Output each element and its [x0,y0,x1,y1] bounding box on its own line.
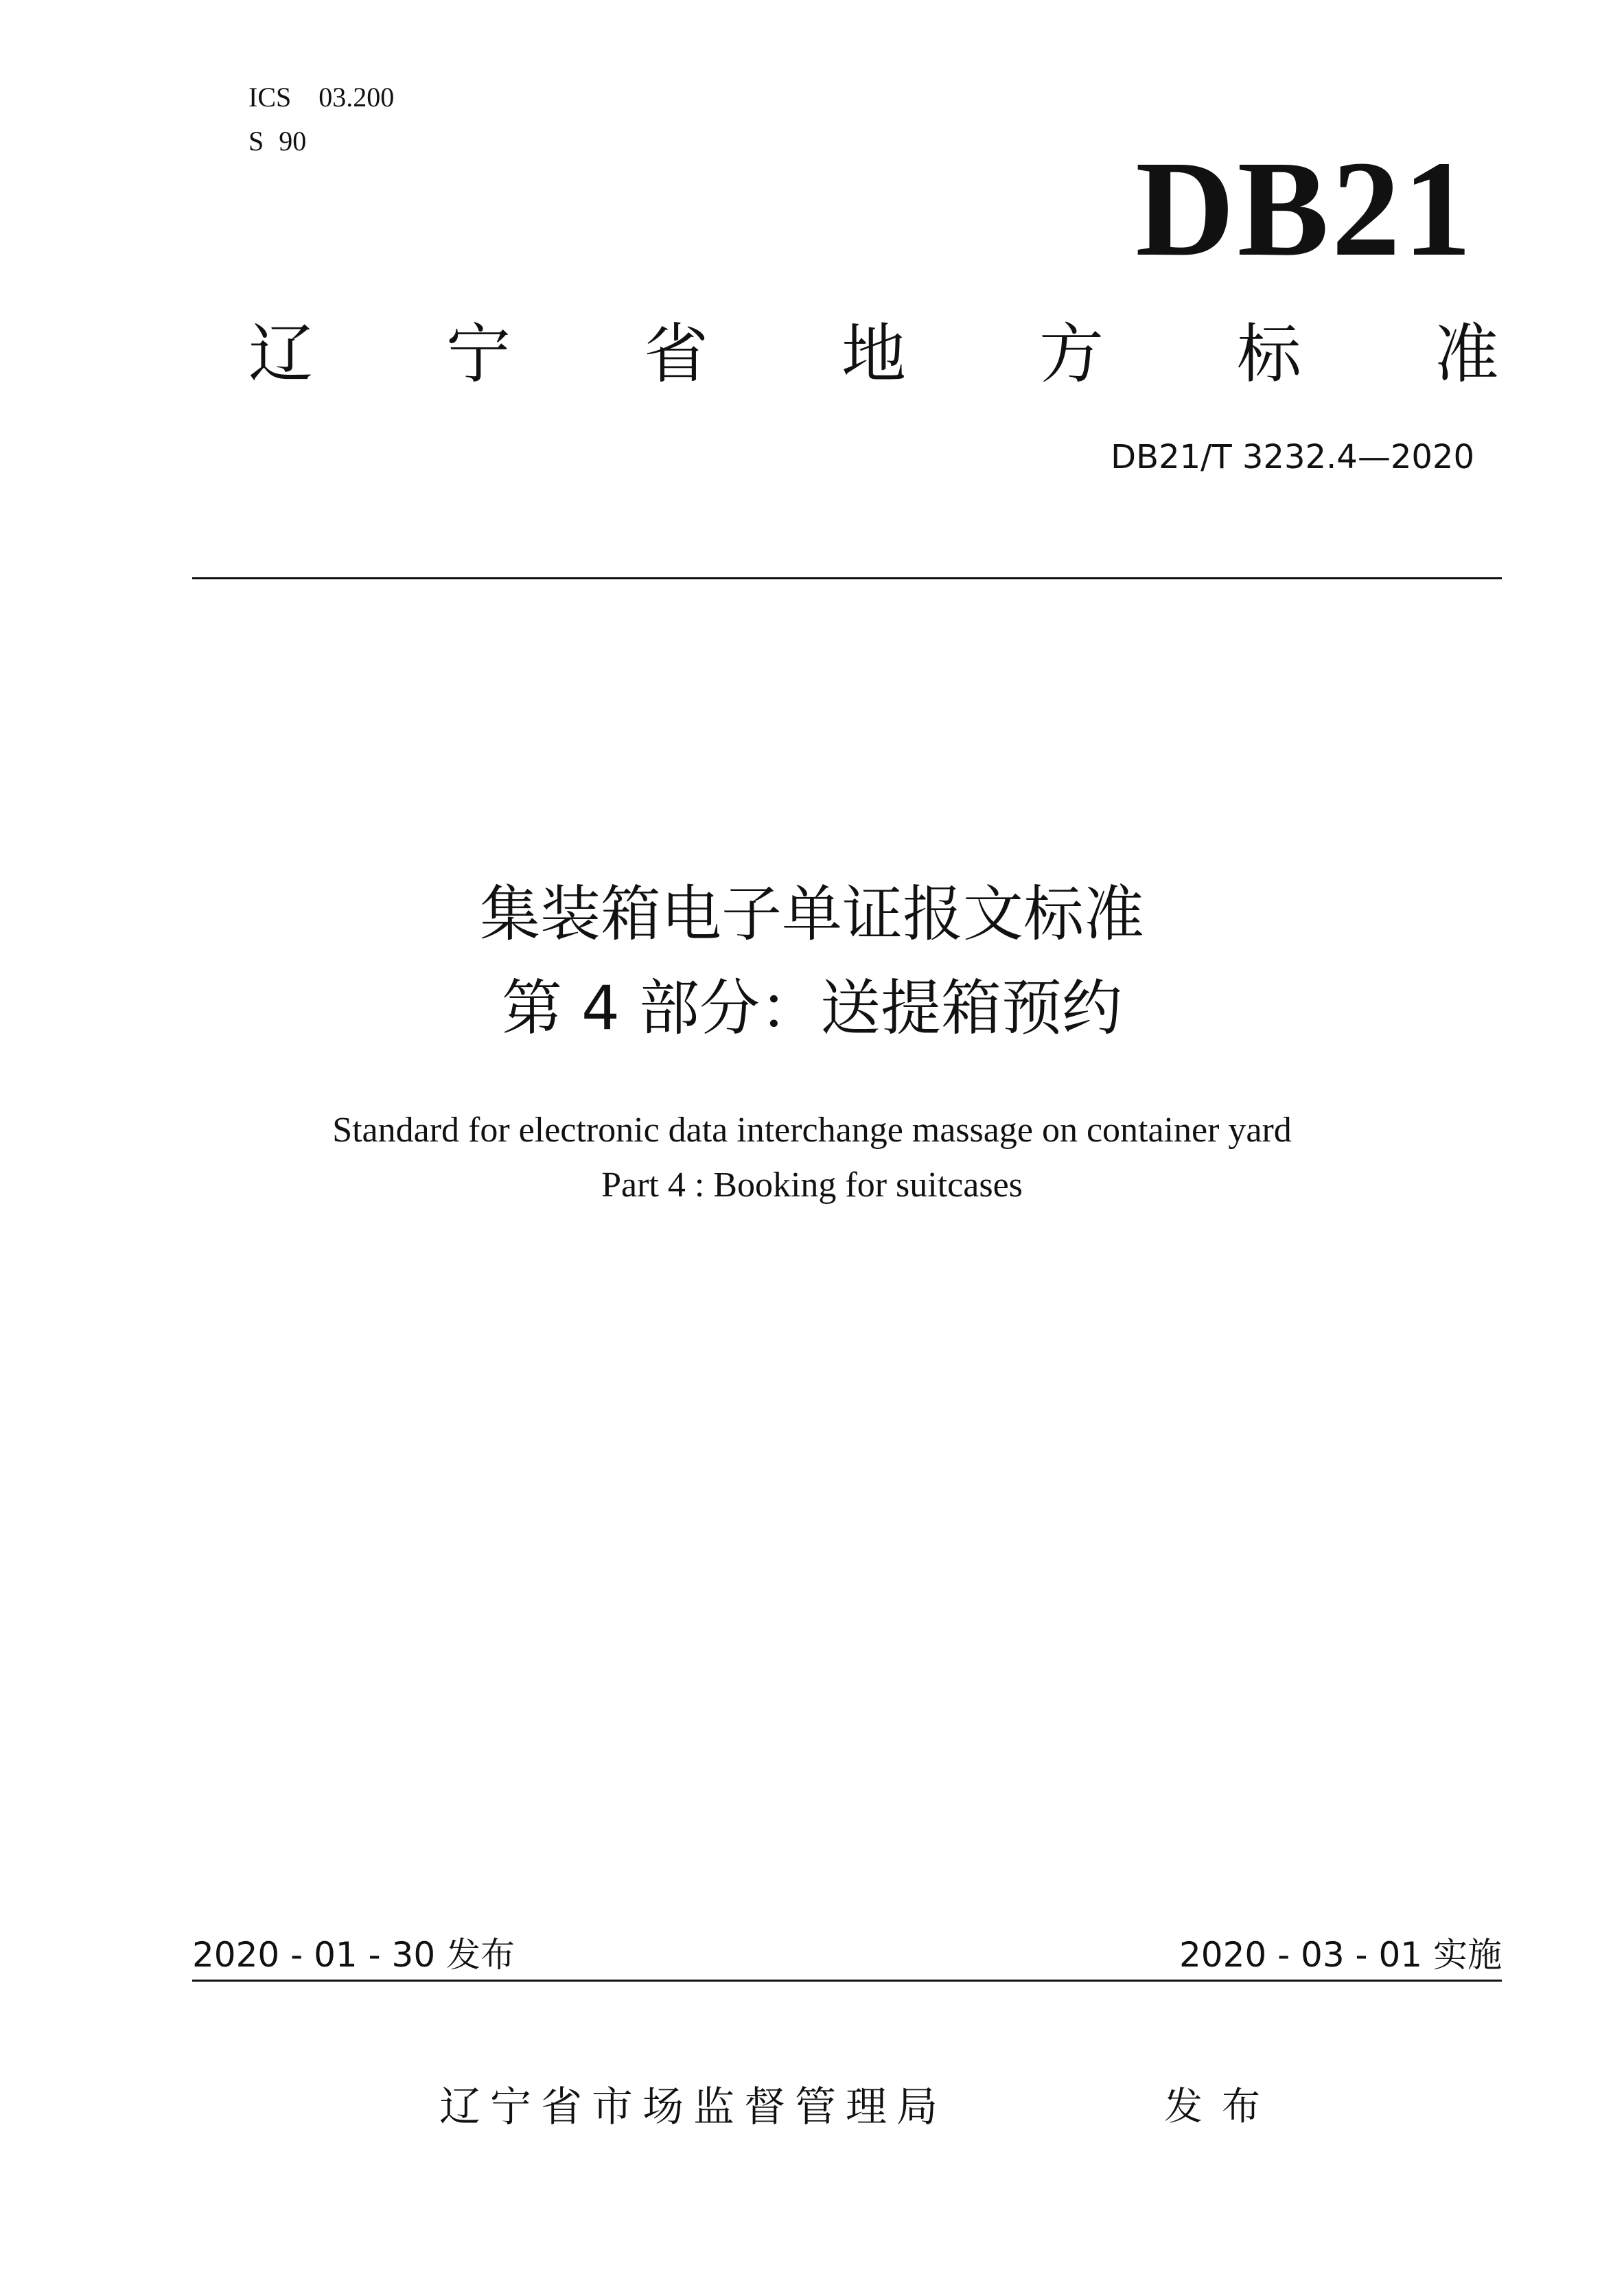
ccs-classification [248,125,306,158]
ics-classification [248,81,394,114]
issue-date: 2020 - 01 - 30 发布 [192,1935,515,1975]
title-en-line2: Part 4 : Booking for suitcases [601,1166,1023,1205]
top-divider [192,577,1502,579]
standard-type-char: 方 [1039,317,1104,392]
ics-code: 03.200 [318,82,395,113]
title-en-line1: Standard for electronic data interchange massage on container yard [332,1111,1292,1150]
bottom-divider [192,1980,1502,1982]
title-zh-line2: 第 4 部分：送提箱预约 [502,973,1122,1043]
issuing-authority: 辽宁省市场监督管理局 [439,2083,947,2131]
implementation-date: 2020 - 03 - 01 实施 [1179,1935,1502,1975]
standard-type-char: 辽 [248,317,314,392]
standard-type-char: 宁 [445,317,511,392]
standard-type-char: 省 [643,317,708,392]
ccs-code: 90 [279,126,307,156]
title-zh-line1: 集装箱电子单证报文标准 [479,879,1144,949]
ccs-label: S [248,126,264,156]
standard-type-char: 准 [1434,317,1499,392]
issued-label: 发布 [1164,2085,1279,2129]
standard-type-char: 标 [1236,317,1301,392]
standard-type-heading [248,317,1499,393]
standard-type-char: 地 [841,317,906,392]
ics-label: ICS [248,82,292,113]
standard-number: DB21/T 3232.4—2020 [1111,438,1474,476]
standard-mark: DB21 [1135,133,1474,285]
